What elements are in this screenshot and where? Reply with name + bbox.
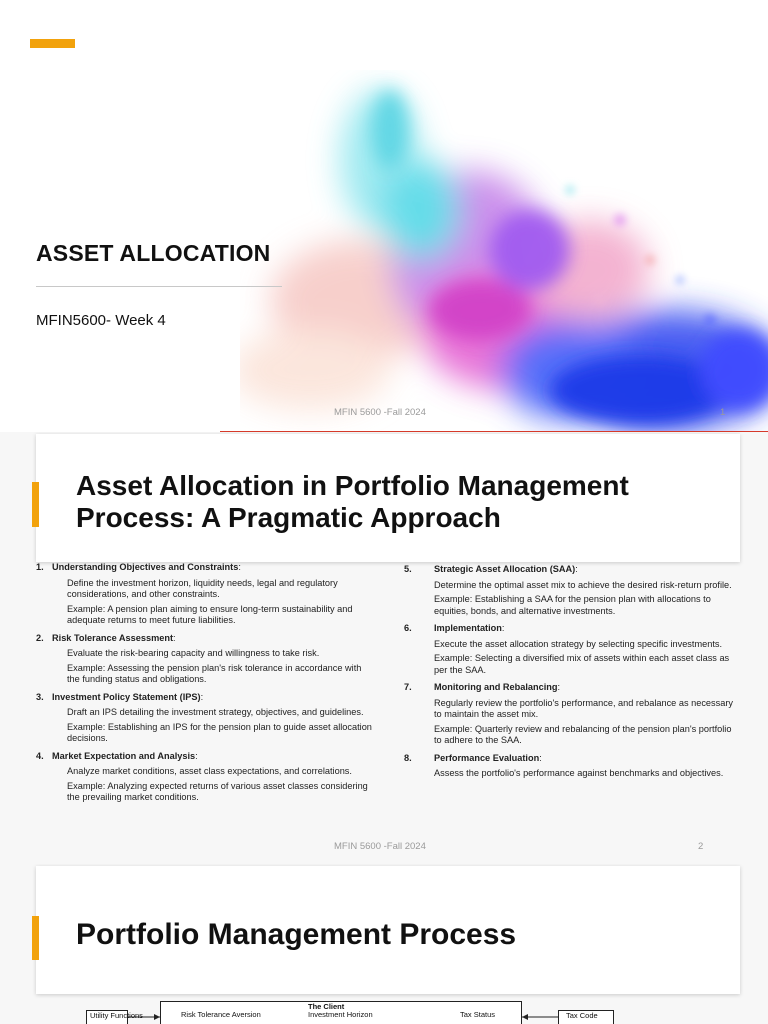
color-splash-image	[240, 70, 768, 432]
slide-footer	[0, 407, 768, 419]
list-item: 5. Strategic Asset Allocation (SAA) : Determine the optimal asset mix to achieve the desired risk-return profile. Example: Establishing a SAA for the pension plan with allocations to equities, bonds, and alternative investments.	[404, 564, 734, 617]
item-example: Example: Establishing a SAA for the pension plan with allocations to equities, bonds, and alternative investments.	[434, 594, 711, 616]
title-divider	[36, 286, 282, 287]
process-diagram	[0, 992, 768, 1024]
item-heading: Implementation	[434, 623, 502, 633]
item-heading: Performance Evaluation	[434, 752, 540, 763]
item-text: Regularly review the portfolio's performance, and rebalance as necessary to maintain the asset mix.	[434, 697, 733, 719]
item-number: 1.	[36, 562, 44, 572]
steps-right-column	[404, 564, 734, 786]
footer-course: MFIN 5600 -Fall 2024	[334, 841, 426, 852]
item-heading: Risk Tolerance Assessment	[52, 632, 174, 643]
footer-course: MFIN 5600 -Fall 2024	[334, 407, 426, 418]
page-number: 2	[698, 841, 704, 852]
slide-title: Portfolio Management Process	[76, 918, 517, 951]
steps-left-column	[36, 562, 376, 810]
utility-label: Utility Functions	[90, 1011, 143, 1020]
item-number: 6.	[404, 623, 412, 633]
presentation-title: ASSET ALLOCATION	[36, 240, 271, 266]
item-text: Execute the asset allocation strategy by selecting specific investments.	[434, 638, 723, 649]
presentation-subtitle: MFIN5600- Week 4	[36, 312, 166, 329]
item-text: Determine the optimal asset mix to achieve the desired risk-return profile.	[434, 579, 732, 590]
client-label: The Client	[308, 1002, 345, 1011]
item-example: Example: A pension plan aiming to ensure long-term sustainability and adequate returns to meet future liabilities.	[67, 603, 353, 625]
item-text: Draft an IPS detailing the investment strategy, objectives, and guidelines.	[67, 707, 364, 717]
list-item: 7. Monitoring and Rebalancing : Regularly review the portfolio's performance, and rebalance as necessary to maintain the asset mix. Example: Quarterly review and rebalancing of the pension plan's portfolio to adhere to the SAA.	[404, 682, 733, 745]
portfolio-process-slide	[0, 864, 768, 1024]
item-example: Example: Selecting a diversified mix of assets within each asset class as per the SAA.	[434, 653, 730, 675]
item-number: 2.	[36, 632, 44, 643]
item-example: Example: Quarterly review and rebalancing of the pension plan's portfolio to adhere to the SAA.	[434, 723, 732, 745]
risk-label: Risk Tolerance Aversion	[181, 1010, 261, 1019]
item-number: 3.	[36, 691, 44, 702]
item-text: Analyze market conditions, asset class expectations, and correlations.	[67, 766, 352, 776]
title-slide	[0, 0, 768, 432]
item-number: 7.	[404, 682, 412, 692]
list-item: 6. Implementation : Execute the asset allocation strategy by selecting specific investments. Example: Selecting a diversified mix of assets within each asset class as per the SAA.	[404, 623, 734, 676]
list-item: 1. Understanding Objectives and Constraints : Define the investment horizon, liquidity needs, legal and regulatory considerations, and other constraints. Example: A pension plan aiming to ensure long-term sustainability and adequate returns to meet future liabilities.	[36, 562, 376, 627]
item-heading: Strategic Asset Allocation (SAA)	[434, 564, 576, 574]
accent-bar	[32, 916, 39, 960]
list-item: 3. Investment Policy Statement (IPS) : Draft an IPS detailing the investment strategy, objectives, and guidelines. Example: Establishing an IPS for the pension plan to guide asset allocation decisions.	[36, 692, 376, 745]
horizon-label: Investment Horizon	[308, 1010, 373, 1019]
list-item: 4. Market Expectation and Analysis : Analyze market conditions, asset class expectations, and correlations. Example: Analyzing expected returns of various asset classes considering the prevailing market conditions.	[36, 751, 376, 804]
item-number: 8.	[404, 752, 412, 763]
item-heading: Understanding Objectives and Constraints	[52, 562, 239, 572]
item-text: Assess the portfolio's performance against benchmarks and objectives.	[434, 768, 724, 778]
process-slide	[0, 432, 768, 864]
item-text: Evaluate the risk-bearing capacity and willingness to take risk.	[67, 648, 320, 658]
item-example: Example: Assessing the pension plan's risk tolerance in accordance with the funding status and obligations.	[67, 662, 362, 684]
item-number: 5.	[404, 564, 412, 574]
accent-bar	[30, 39, 75, 48]
tax-code-label: Tax Code	[566, 1011, 598, 1020]
slide-title: Asset Allocation in Portfolio Management Process: A Pragmatic Approach	[76, 470, 629, 533]
item-heading: Market Expectation and Analysis	[52, 750, 196, 761]
accent-bar	[32, 482, 39, 527]
item-number: 4.	[36, 750, 44, 761]
tax-status-label: Tax Status	[460, 1010, 496, 1019]
item-example: Example: Analyzing expected returns of various asset classes considering the prevailing market conditions.	[67, 780, 368, 802]
item-heading: Investment Policy Statement (IPS)	[52, 691, 201, 702]
list-item: 2. Risk Tolerance Assessment : Evaluate the risk-bearing capacity and willingness to take risk. Example: Assessing the pension plan's risk tolerance in accordance with the funding status and obligations.	[36, 633, 376, 686]
item-heading: Monitoring and Rebalancing	[434, 682, 558, 692]
list-item: 8. Performance Evaluation : Assess the portfolio's performance against benchmarks and objectives.	[404, 753, 734, 780]
page-number: 1	[720, 407, 726, 418]
item-example: Example: Establishing an IPS for the pension plan to guide asset allocation decisions.	[67, 721, 372, 743]
item-text: Define the investment horizon, liquidity needs, legal and regulatory considerations, and other constraints.	[67, 577, 338, 599]
